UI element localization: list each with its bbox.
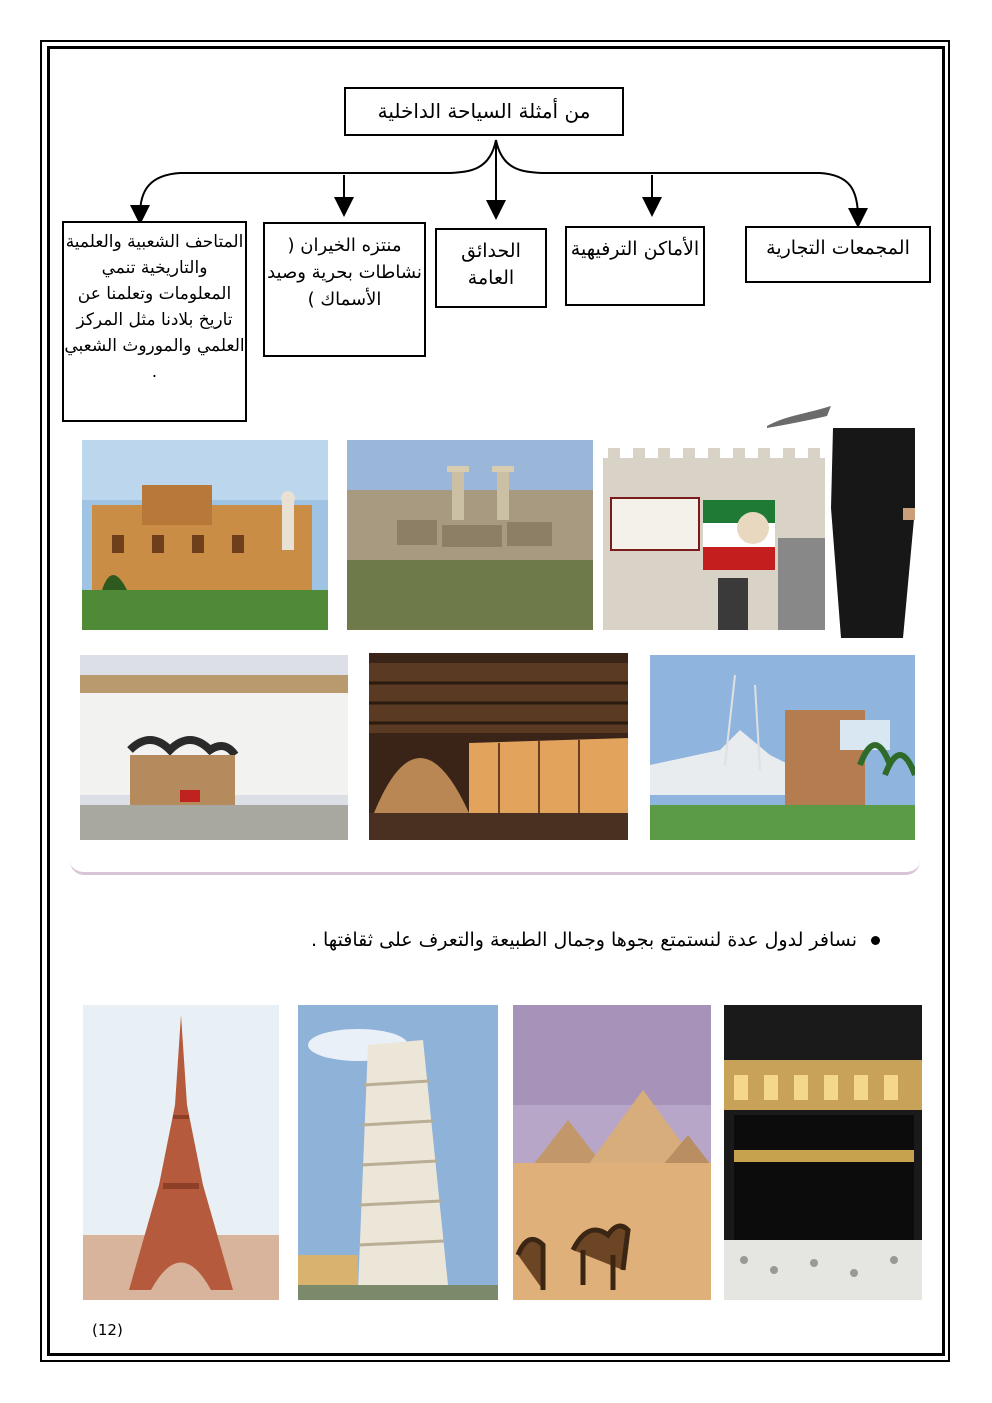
pink-divider <box>70 848 920 875</box>
decor-stroke <box>765 404 835 430</box>
kaaba-mecca-photo <box>724 1005 922 1300</box>
ruins-columns-photo <box>347 440 593 630</box>
science-center-photo <box>650 655 915 840</box>
travel-sentence <box>180 926 880 954</box>
heritage-house-photo <box>82 440 328 630</box>
box-entertainment-places: الأماكن الترفيهية <box>565 226 705 306</box>
box-shopping-malls: المجمعات التجارية <box>745 226 931 283</box>
box-khiran-resort: منتزه الخيران ( نشاطات بحرية وصيد الأسماك ) <box>263 222 426 357</box>
bullet-icon <box>871 936 880 945</box>
leaning-tower-pisa-photo <box>298 1005 498 1300</box>
box-public-gardens: الحدائق العامة <box>435 228 547 308</box>
box-museums: المتاحف الشعبية والعلمية والتاريخية تنمي المعلومات وتعلمنا عن تاريخ بلادنا مثل المركز العلمي والموروث الشعبي . <box>62 221 247 422</box>
travel-sentence-text: نسافر لدول عدة لنستمتع بجوها وجمال الطبيعة والتعرف على ثقافتها . <box>310 929 857 951</box>
kuwait-national-museum-photo <box>603 428 921 640</box>
pyramids-camels-photo <box>513 1005 711 1300</box>
eiffel-tower-photo <box>83 1005 279 1300</box>
heritage-museum-building-photo <box>80 655 348 840</box>
dome-greenhouse-photo <box>369 653 628 840</box>
diagram-title-box: من أمثلة السياحة الداخلية <box>344 87 624 136</box>
page-number: (12) <box>92 1321 123 1339</box>
